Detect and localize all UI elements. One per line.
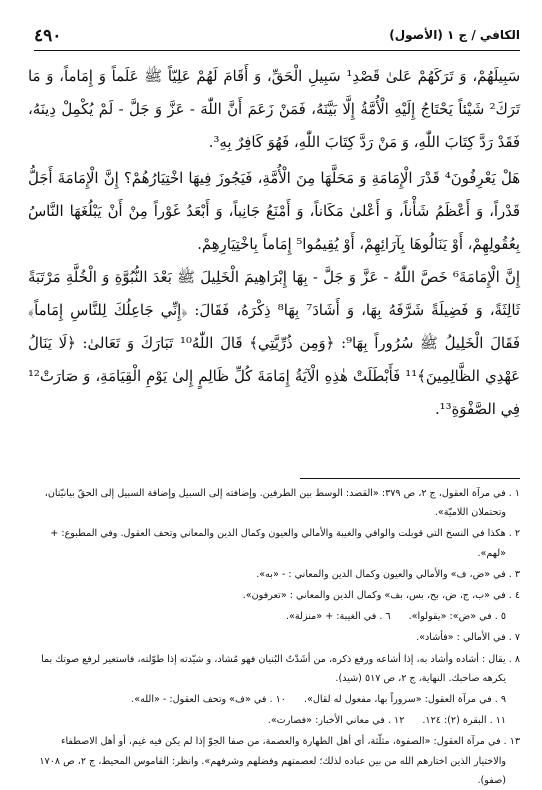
page-number: ٤٩٠ <box>34 26 62 46</box>
running-title: الكافي / ج ١ (الأصول) <box>389 28 520 42</box>
footnote: ٤ . في «ب، ج، ض، بح، بس، بف» وكمال الدين والمعاني : «تعرفون». <box>242 590 520 602</box>
footnotes <box>28 484 520 786</box>
footnote: ٩ . في مرآة العقول: «سروراً بها، مفعول له لقال». <box>303 694 506 706</box>
paragraph: إِنَّ الْإِمَامَةَ⁶ خَصَّ اللّٰهُ - عَزَّ وَ جَلَّ - بِهَا إِبْرَاهِيمَ الْخَلِيلَ ﷺ بَعْدَ النُّبُوَّةِ وَ الْخُلَّةِ مَرْتَبَةً ثَالِثَةً، وَ فَضِيلَةً شَرَّفَهُ بِهَا، وَ أَشَادَ⁷ بِهَا⁸ ذِكْرَهُ، فَقَالَ: ﴿إِنِّي جَاعِلُكَ لِلنَّاسِ إِمَاماً﴾ فَقَالَ الْخَلِيلُ ﷺ سُرُوراً بِهَا⁹: ﴿وَمِن ذُرِّيَّتِي﴾ قَالَ اللّٰهُ¹⁰ تَبَارَكَ وَ تَعَالىٰ: ﴿لَا يَنَالُ عَهْدِي الظَّالِمِينَ﴾¹¹ فَأَبْطَلَتْ هٰذِهِ الْآيَةُ إِمَامَةَ كُلِّ ظَالِمٍ إِلىٰ يَوْمِ الْقِيَامَةِ، وَ صَارَتْ¹² فِي الصَّفْوَةِ¹³. <box>28 269 521 418</box>
footnote: ١٠ . في «ف» وتحف العقول: - «الله». <box>131 694 286 706</box>
footnote: ١٢ . في معاني الأخبار: «فصارت». <box>267 715 405 727</box>
footnote: ٢ . هكذا في النسخ التي قوبلت والوافي والغيبة والأمالي والعيون وكمال الدين والمعاني وتحف العقول. وفي المطبوع: + «لهم». <box>50 528 520 559</box>
footnote: ١١ . البقرة (٢): ١٢٤. <box>422 715 506 727</box>
footnote: ٧ . في الأمالي : «فأشاد». <box>416 632 520 644</box>
footnote: ٨ . يقال : أشاده وأشاد به، إذا أشاعه ورفع ذكره، من أشَدْتُ البُنيان فهو مُشاد، و شيّدته إذا طوّلته، فاستعير لرفع صوتك بما يكرهه صاحبك. النهاية، ج ٢، ص ٥١٧ (شيد). <box>41 653 520 684</box>
footnote: ٥ . في «ض»: «يقولوا». <box>408 611 506 623</box>
footnote-divider <box>300 478 520 479</box>
footnote-pair <box>28 607 520 626</box>
paragraph: سَبِيلَهُمْ، وَ تَرَكَهُمْ عَلىٰ قَصْدِ¹ سَبِيلِ الْحَقِّ، وَ أَقَامَ لَهُمْ عَلِيّاً ﷺ عَلَماً وَ إِمَاماً، وَ مَا تَرَكَ² شَيْئاً يَحْتَاجُ إِلَيْهِ الْأُمَّةُ إِلَّا بَيَّنَهُ، فَمَنْ زَعَمَ أَنَّ اللّٰهَ - عَزَّ وَ جَلَّ - لَمْ يُكْمِلْ دِينَهُ، فَقَدْ رَدَّ كِتَابَ اللّٰهِ، وَ مَنْ رَدَّ كِتَابَ اللّٰهِ، فَهُوَ كَافِرٌ بِهِ³. <box>28 68 520 151</box>
footnote: ١٣ . في مرآة العقول: «الصفوة، مثلّثة، أي أهل الطهارة والعصمة، من صفا الجوّ إذا لم يكن فيه غيم، أو أهل الاصطفاء والاختيار الذين اختارهم الله من بين عباده لذلك؛ لعصمتهم وفضلهم وشرفهم». وانظر: القاموس المحيط، ج ٢، ص ١٧٠٨ (صفو). <box>39 736 520 786</box>
footnote: ٦ . في الغيبة: + «منزلة». <box>285 611 391 623</box>
footnote: ١ . في مرآة العقول، ج ٢، ص ٣٧٩: «القصد: الوسط بين الطرفين. وإضافته إلى السبيل وإضافة السبيل إلى الحقّ بيانيّتان، وتحتملان اللاميّة». <box>44 488 520 519</box>
footnote-pair <box>28 711 520 730</box>
page-header <box>34 24 520 51</box>
footnote: ٣ . في «ض، ف» والأمالي والعيون وكمال الدين والمعاني : - «به». <box>256 568 520 580</box>
footnote-pair <box>28 690 520 709</box>
paragraph: هَلْ يَعْرِفُونَ⁴ قَدْرَ الْإِمَامَةِ وَ مَحَلَّهَا مِنَ الْأُمَّةِ، فَيَجُوزَ فِيهَا اخْتِيَارُهُمْ؟ إِنَّ الْإِمَامَةَ أَجَلُّ قَدْراً، وَ أَعْظَمُ شَأْناً، وَ أَعْلىٰ مَكَاناً، وَ أَمْنَعُ جَانِباً، وَ أَبْعَدُ غَوْراً مِنْ أَنْ يَبْلُغَهَا النَّاسُ بِعُقُولِهِمْ، أَوْ يَنَالُوهَا بِآرَائِهِمْ، أَوْ يُقِيمُوا⁵ إِمَاماً بِاخْتِيَارِهِمْ. <box>28 170 521 253</box>
main-text <box>28 60 520 452</box>
